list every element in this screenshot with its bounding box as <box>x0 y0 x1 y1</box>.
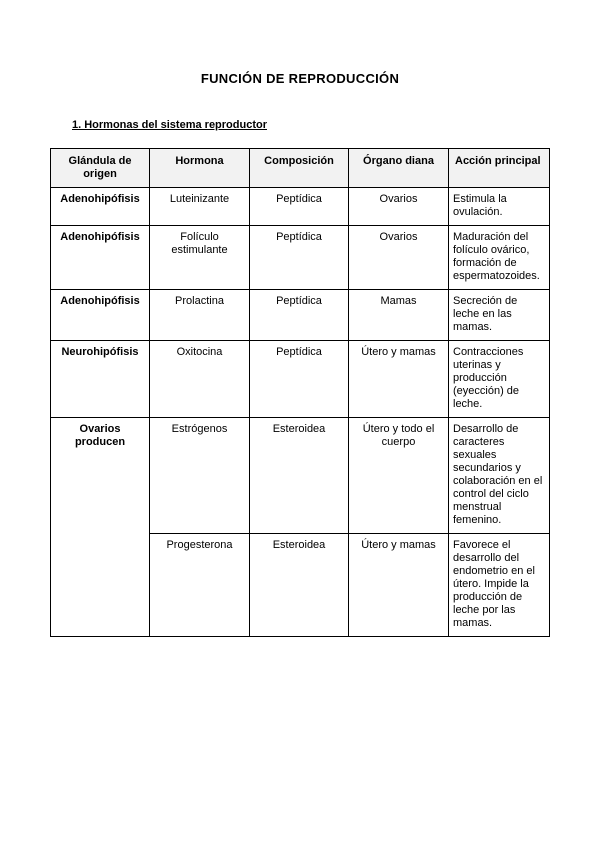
gland-cell: Adenohipófisis <box>51 290 150 341</box>
table-row <box>51 188 550 226</box>
header-hormone: Hormona <box>150 149 250 188</box>
main-action-cell: Secreción de leche en las mamas. <box>449 290 550 341</box>
target-organ-cell: Útero y mamas <box>349 341 449 418</box>
hormone-cell: Folículo estimulante <box>150 226 250 290</box>
table-row <box>51 418 550 534</box>
composition-cell: Esteroidea <box>250 534 349 637</box>
main-action-cell: Contracciones uterinas y producción (eyección) de leche. <box>449 341 550 418</box>
hormone-cell: Prolactina <box>150 290 250 341</box>
header-target-organ: Órgano diana <box>349 149 449 188</box>
table-row <box>51 226 550 290</box>
composition-cell: Peptídica <box>250 290 349 341</box>
composition-cell: Peptídica <box>250 341 349 418</box>
hormone-table <box>50 148 550 637</box>
target-organ-cell: Mamas <box>349 290 449 341</box>
gland-cell: Ovarios producen <box>51 418 150 637</box>
main-action-cell: Favorece el desarrollo del endometrio en el útero. Impide la producción de leche por las mamas. <box>449 534 550 637</box>
section-heading: 1. Hormonas del sistema reproductor <box>72 119 267 131</box>
hormone-cell: Estrógenos <box>150 418 250 534</box>
hormone-cell: Oxitocina <box>150 341 250 418</box>
target-organ-cell: Útero y todo el cuerpo <box>349 418 449 534</box>
table-row <box>51 290 550 341</box>
target-organ-cell: Ovarios <box>349 188 449 226</box>
header-composition: Composición <box>250 149 349 188</box>
main-action-cell: Desarrollo de caracteres sexuales secundarios y colaboración en el control del ciclo menstrual femenino. <box>449 418 550 534</box>
target-organ-cell: Ovarios <box>349 226 449 290</box>
page-title: FUNCIÓN DE REPRODUCCIÓN <box>200 71 400 86</box>
gland-cell: Adenohipófisis <box>51 188 150 226</box>
hormone-cell: Progesterona <box>150 534 250 637</box>
gland-cell: Neurohipófisis <box>51 341 150 418</box>
main-action-cell: Estimula la ovulación. <box>449 188 550 226</box>
composition-cell: Esteroidea <box>250 418 349 534</box>
composition-cell: Peptídica <box>250 188 349 226</box>
table-header-row <box>51 149 550 188</box>
hormone-cell: Luteinizante <box>150 188 250 226</box>
composition-cell: Peptídica <box>250 226 349 290</box>
header-main-action: Acción principal <box>449 149 550 188</box>
main-action-cell: Maduración del folículo ovárico, formación de espermatozoides. <box>449 226 550 290</box>
gland-cell: Adenohipófisis <box>51 226 150 290</box>
header-gland: Glándula de origen <box>51 149 150 188</box>
target-organ-cell: Útero y mamas <box>349 534 449 637</box>
table-row <box>51 341 550 418</box>
